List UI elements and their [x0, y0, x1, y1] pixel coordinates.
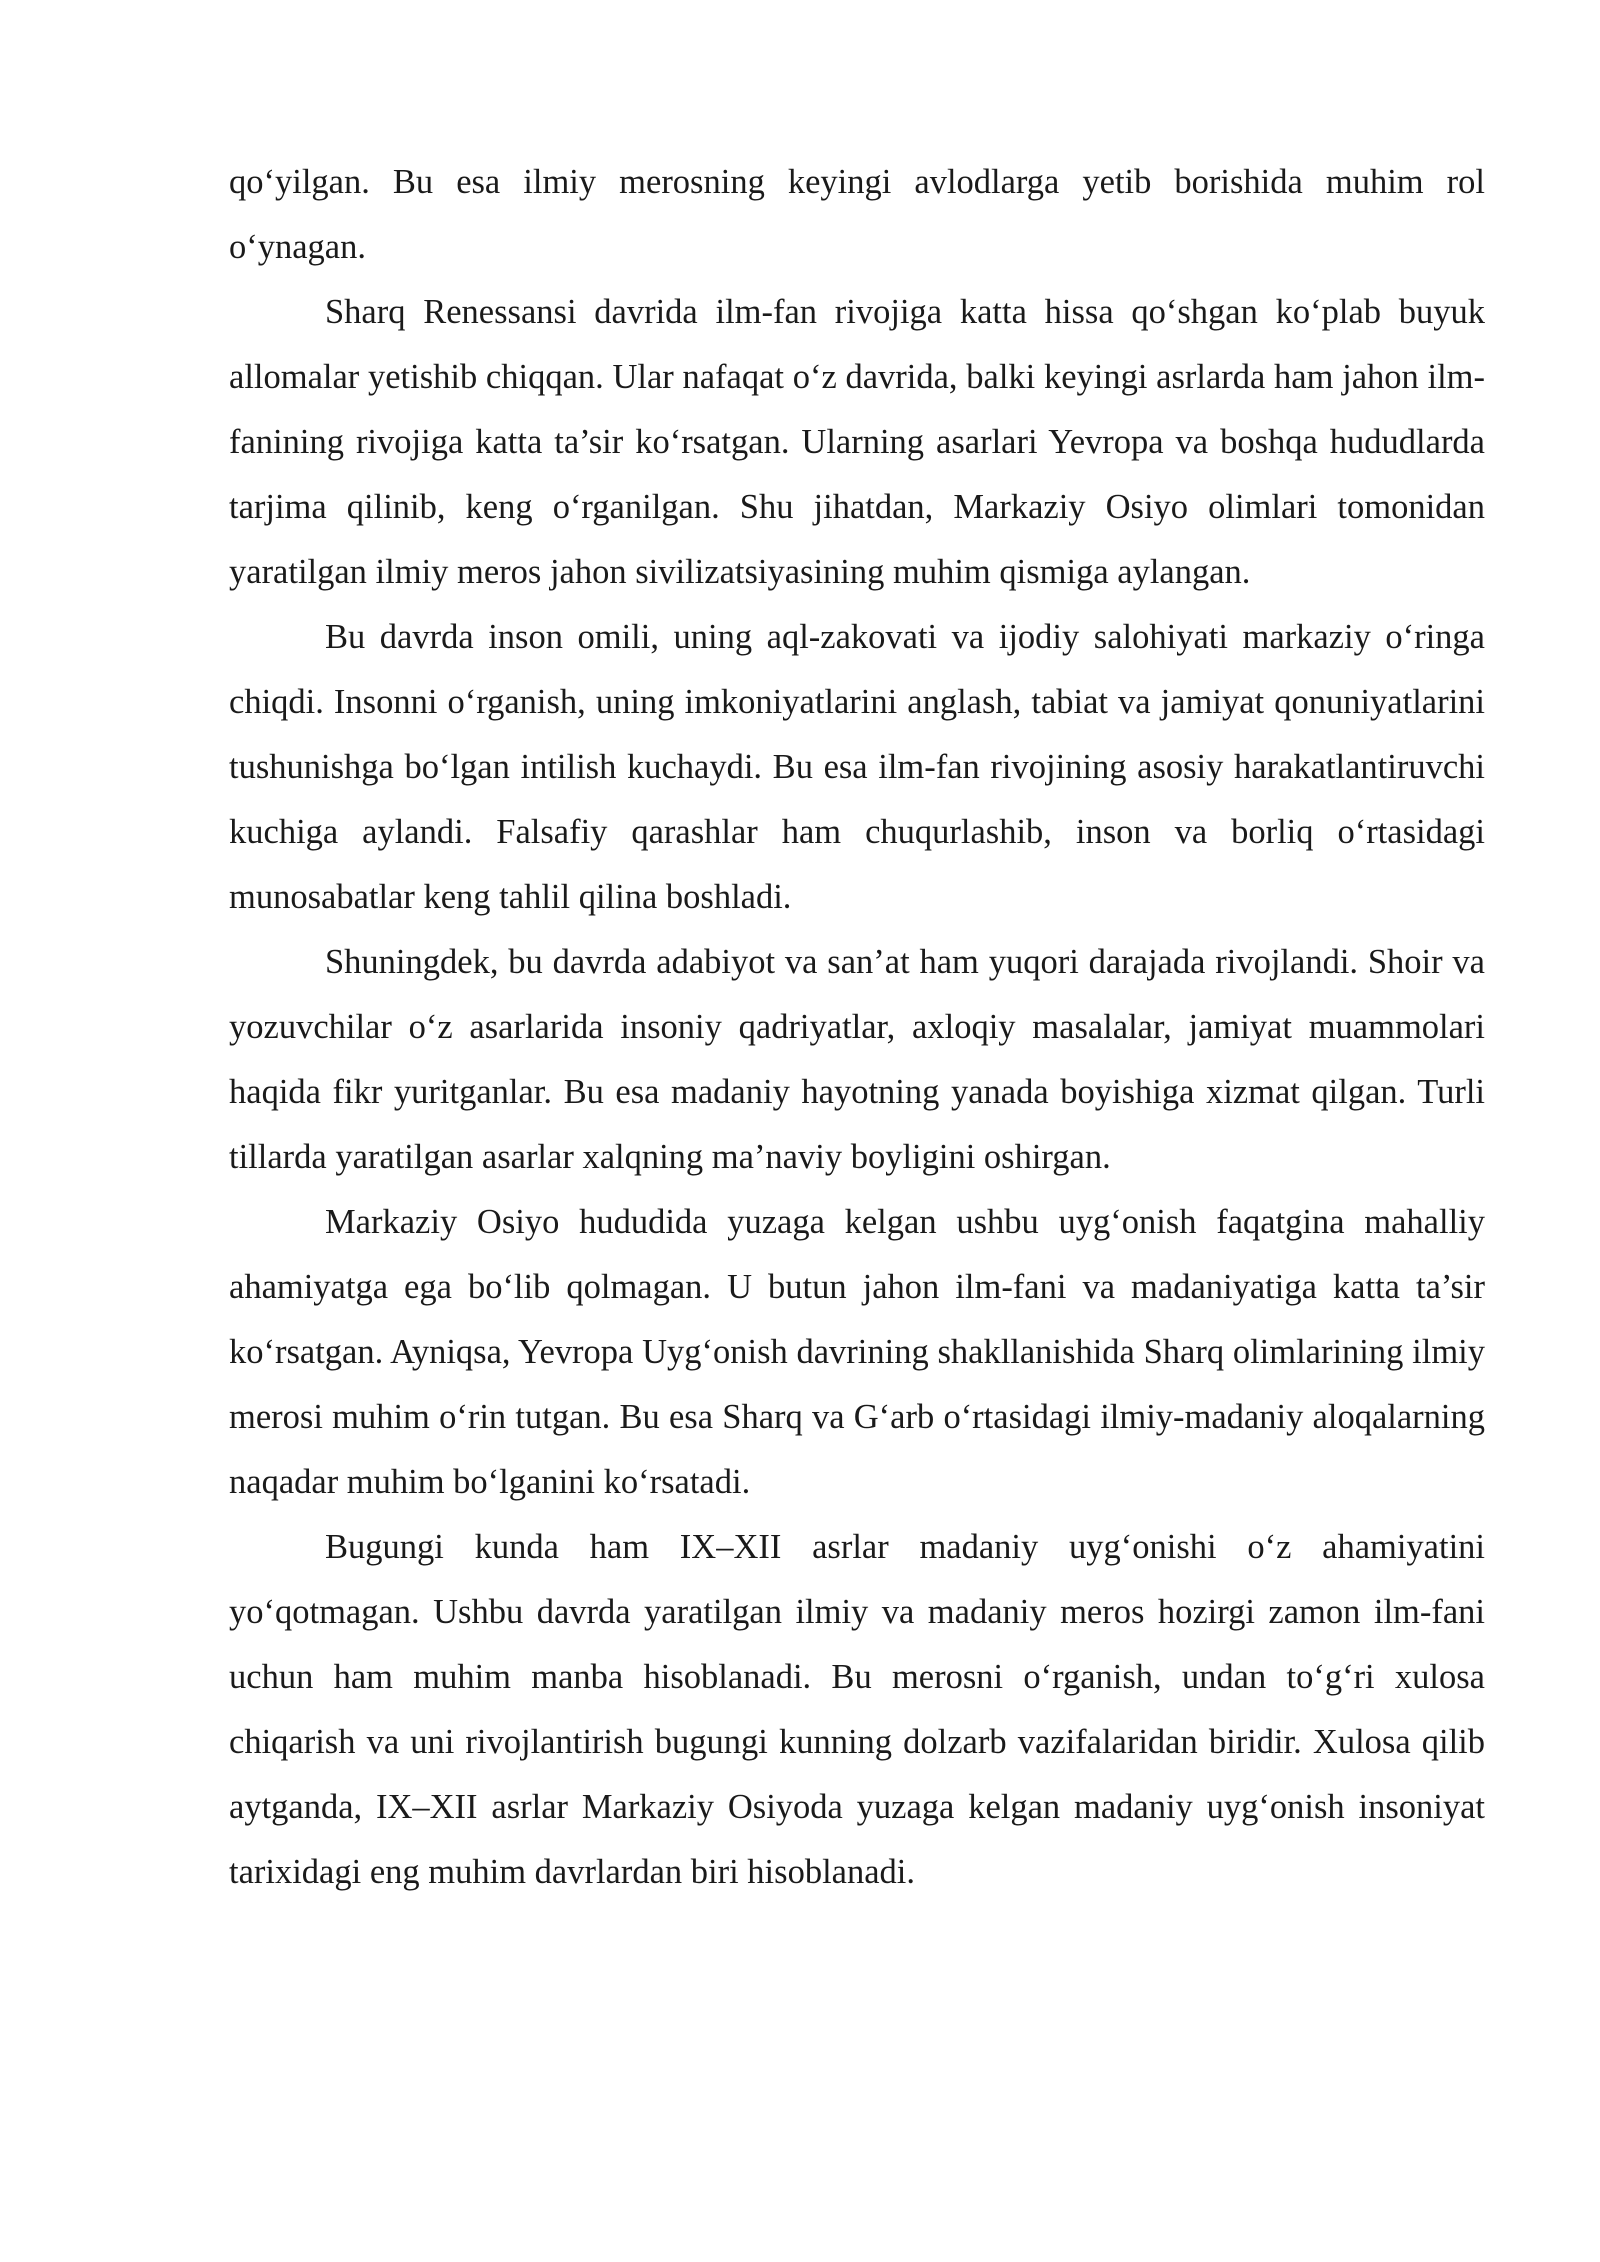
paragraph-6: Bugungi kunda ham IX–XII asrlar madaniy uyg‘onishi o‘z ahamiyatini yo‘qotmagan. Ushbu davrda yaratilgan ilmiy va madaniy meros hozirgi zamon ilm-fani uchun ham muhim manba hisoblanadi. Bu merosni o‘rganish, undan to‘g‘ri xulosa chiqarish va uni rivojlantirish bugungi kunning dolzarb vazifalaridan biridir. Xulosa qilib aytganda, IX–XII asrlar Markaziy Osiyoda yuzaga kelgan madaniy uyg‘onish insoniyat tarixidagi eng muhim davrlardan biri hisoblanadi.: [229, 1528, 1485, 1891]
document-body: [229, 150, 1485, 1905]
paragraph-1: qo‘yilgan. Bu esa ilmiy merosning keyingi avlodlarga yetib borishida muhim rol o‘ynagan.: [229, 163, 1485, 266]
paragraph-3: Bu davrda inson omili, uning aql-zakovati va ijodiy salohiyati markaziy o‘ringa chiqdi. Insonni o‘rganish, uning imkoniyatlarini anglash, tabiat va jamiyat qonuniyatlarini tushunishga bo‘lgan intilish kuchaydi. Bu esa ilm-fan rivojining asosiy harakatlantiruvchi kuchiga aylandi. Falsafiy qarashlar ham chuqurlashib, inson va borliq o‘rtasidagi munosabatlar keng tahlil qilina boshladi.: [229, 618, 1485, 916]
paragraph-5: Markaziy Osiyo hududida yuzaga kelgan ushbu uyg‘onish faqatgina mahalliy ahamiyatga ega bo‘lib qolmagan. U butun jahon ilm-fani va madaniyatiga katta ta’sir ko‘rsatgan. Ayniqsa, Yevropa Uyg‘onish davrining shakllanishida Sharq olimlarining ilmiy merosi muhim o‘rin tutgan. Bu esa Sharq va G‘arb o‘rtasidagi ilmiy-madaniy aloqalarning naqadar muhim bo‘lganini ko‘rsatadi.: [229, 1203, 1485, 1501]
paragraph-4: Shuningdek, bu davrda adabiyot va san’at ham yuqori darajada rivojlandi. Shoir va yozuvchilar o‘z asarlarida insoniy qadriyatlar, axloqiy masalalar, jamiyat muammolari haqida fikr yuritganlar. Bu esa madaniy hayotning yanada boyishiga xizmat qilgan. Turli tillarda yaratilgan asarlar xalqning ma’naviy boyligini oshirgan.: [229, 943, 1485, 1176]
paragraph-2: Sharq Renessansi davrida ilm-fan rivojiga katta hissa qo‘shgan ko‘plab buyuk allomalar yetishib chiqqan. Ular nafaqat o‘z davrida, balki keyingi asrlarda ham jahon ilm-fanining rivojiga katta ta’sir ko‘rsatgan. Ularning asarlari Yevropa va boshqa hududlarda tarjima qilinib, keng o‘rganilgan. Shu jihatdan, Markaziy Osiyo olimlari tomonidan yaratilgan ilmiy meros jahon sivilizatsiyasining muhim qismiga aylangan.: [229, 293, 1485, 591]
